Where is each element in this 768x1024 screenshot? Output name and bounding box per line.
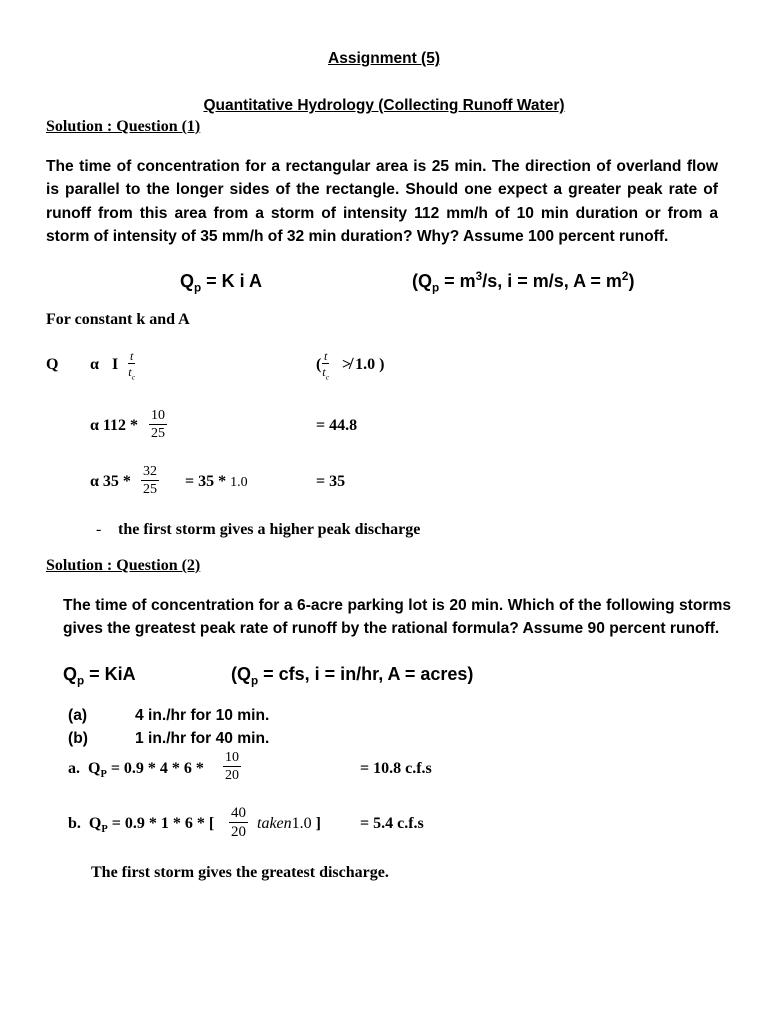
q2-option-b-text: 1 in./hr for 40 min. xyxy=(135,730,270,747)
tc-c: c xyxy=(131,372,136,382)
tc-t2: t xyxy=(322,365,326,379)
q1-units-mid2: /s, i = m/s, A = m xyxy=(482,271,622,291)
q2-calc-b-label: b. xyxy=(68,815,81,832)
q1-units-sup2: 2 xyxy=(621,270,629,283)
q1-bullet-dash: - xyxy=(96,521,102,538)
q2-calc-a-label: a. xyxy=(68,760,80,777)
q2-calc-a-q: Q xyxy=(88,760,101,777)
q1-bullet-text: the first storm gives a higher peak discharge xyxy=(118,521,421,538)
q2-calc-a-num: 10 xyxy=(225,750,239,765)
q1-prop-fraction-num: t xyxy=(130,349,134,363)
q2-heading: Solution : Question (2) xyxy=(46,557,201,574)
q1-line1-lhs: α 112 * xyxy=(90,417,139,434)
q2-conclusion: The first storm gives the greatest discharge. xyxy=(91,864,389,881)
q2-calc-b-close: ] xyxy=(315,815,321,832)
q2-calc-b-result: = 5.4 c.f.s xyxy=(360,815,424,832)
q2-calc-b-num: 40 xyxy=(231,805,246,821)
q1-units-sub: p xyxy=(432,281,440,295)
q1-prop-i: I xyxy=(112,356,119,373)
q1-formula xyxy=(180,271,263,295)
q1-line1-den: 25 xyxy=(151,426,165,441)
q1-formula-rest: = K i A xyxy=(201,271,263,291)
q1-line2-mid-b: 1.0 xyxy=(230,475,248,490)
q2-formula-q: Q xyxy=(63,664,78,684)
q1-heading: Solution : Question (1) xyxy=(46,118,201,135)
q1-line2-result: = 35 xyxy=(316,473,346,490)
q2-calc-a xyxy=(68,760,204,781)
q1-line1-result: = 44.8 xyxy=(316,417,358,434)
q2-calc-b-q: Q xyxy=(88,815,102,832)
q2-formula xyxy=(63,664,136,688)
q1-units xyxy=(412,270,635,295)
q2-calc-b-taken xyxy=(257,815,321,833)
q1-units-sup3: 3 xyxy=(475,270,483,283)
q1-cond-rest: ≯ 1.0 ) xyxy=(342,356,385,373)
q2-formula-rest: = KiA xyxy=(84,664,136,684)
q2-calc-a-fraction xyxy=(223,751,241,783)
q2-calc-b-fraction xyxy=(229,806,248,840)
q1-formula-sub: p xyxy=(194,281,202,295)
q1-constant-note: For constant k and A xyxy=(46,311,190,328)
q1-cond-fraction xyxy=(322,349,330,382)
q1-prop-fraction xyxy=(128,349,136,382)
q1-prop-fraction-den xyxy=(128,364,136,382)
q2-calc-b xyxy=(68,815,215,836)
q1-formula-q: Q xyxy=(180,271,195,291)
q2-formula-sub: p xyxy=(77,674,85,688)
q2-calc-b-sub: P xyxy=(101,824,108,836)
q2-calc-b-taken-val: 1.0 xyxy=(291,815,312,832)
q1-cond-fraction-num: t xyxy=(324,349,328,363)
document-subtitle: Quantitative Hydrology (Collecting Runoff Water) xyxy=(203,97,565,114)
tc-t: t xyxy=(128,365,132,379)
q1-cond-fraction-den xyxy=(322,364,330,382)
q1-line2-fraction xyxy=(141,465,159,497)
q2-calc-b-taken-word: taken xyxy=(257,815,292,832)
q2-units-open: (Q xyxy=(231,664,251,684)
q1-prop-alpha: α xyxy=(90,356,99,373)
q1-line2-lhs: α 35 * xyxy=(90,473,131,490)
q2-calc-b-expr: = 0.9 * 1 * 6 * [ xyxy=(107,815,215,832)
q2-option-b-label: (b) xyxy=(68,730,88,747)
q2-calc-a-expr: = 0.9 * 4 * 6 * xyxy=(106,760,204,777)
q2-units-sub: p xyxy=(251,674,259,688)
q1-line2-den: 25 xyxy=(143,482,157,497)
tc-c2: c xyxy=(325,372,330,382)
q1-problem-text: The time of concentration for a rectangular area is 25 min. The direction of overland flow is parallel to the longer sides of the rectangle. Should one expect a greater peak rate of runoff from this area from a storm of intensity 112 mm/h of 10 min duration or from a storm of intensity of 35 mm/h of 32 min duration? Why? Assume 100 percent runoff. xyxy=(46,158,718,246)
q1-units-open: (Q xyxy=(412,271,432,291)
q2-calc-a-sub: P xyxy=(100,769,107,781)
q1-line2-mid xyxy=(185,473,248,491)
q1-line1-fraction xyxy=(149,409,167,441)
q2-units xyxy=(231,664,474,688)
q1-line2-num: 32 xyxy=(143,464,157,479)
q2-option-a-label: (a) xyxy=(68,707,88,724)
q1-units-close: ) xyxy=(628,271,635,291)
q2-problem-text: The time of concentration for a 6-acre parking lot is 20 min. Which of the following storms gives the greatest peak rate of runoff by the rational formula? Assume 90 percent runoff. xyxy=(63,597,731,638)
q1-line1-num: 10 xyxy=(151,408,165,423)
q2-calc-b-den: 20 xyxy=(231,824,246,840)
q2-calc-a-den: 20 xyxy=(225,768,239,783)
q1-units-mid: = m xyxy=(439,271,476,291)
q1-cond-open: ( xyxy=(316,356,322,373)
q1-line2-mid-a: = 35 * xyxy=(185,473,227,490)
document-title: Assignment (5) xyxy=(328,50,440,67)
q2-option-a-text: 4 in./hr for 10 min. xyxy=(135,707,270,724)
q2-units-rest: = cfs, i = in/hr, A = acres) xyxy=(258,664,474,684)
q1-prop-q: Q xyxy=(46,356,59,373)
q2-calc-a-result: = 10.8 c.f.s xyxy=(360,760,432,777)
